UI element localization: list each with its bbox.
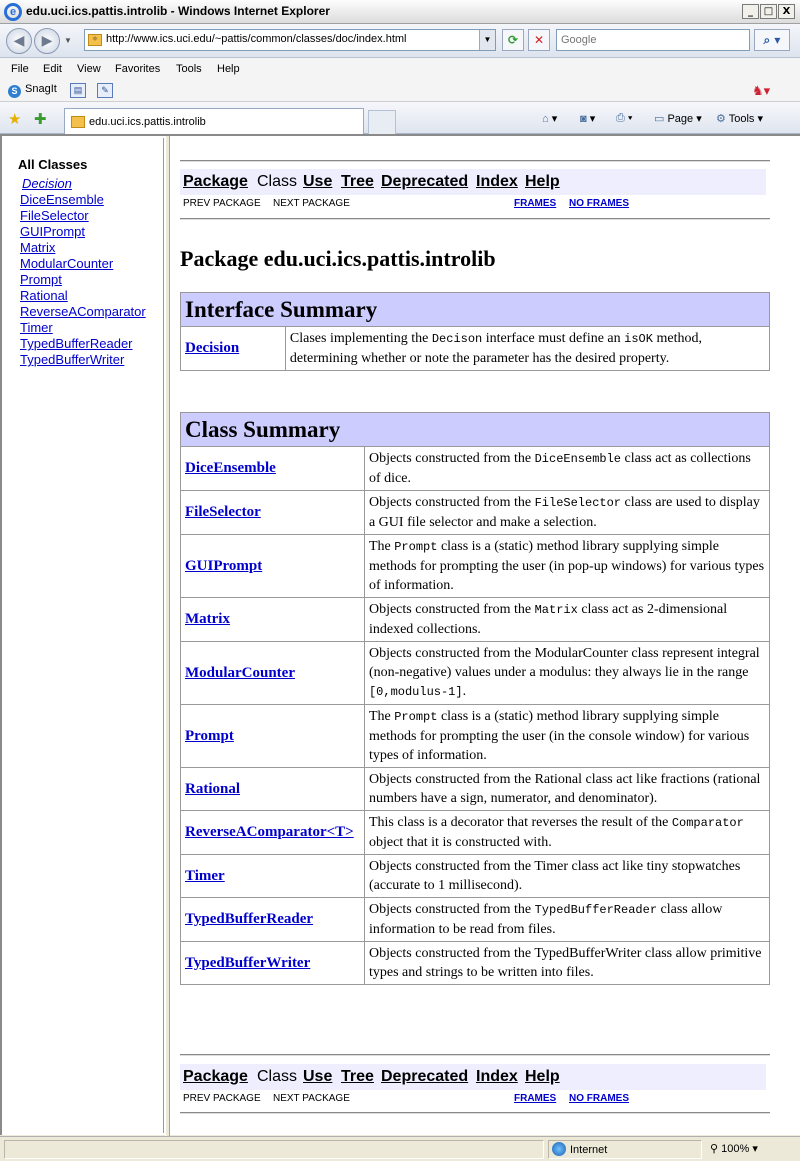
class-name-cell <box>181 642 365 705</box>
class-name-cell <box>181 447 365 491</box>
list-item <box>20 176 146 192</box>
page-icon: ▭ <box>654 113 665 125</box>
class-summary-heading: Class Summary <box>181 413 770 447</box>
class-description-cell <box>364 855 769 898</box>
description-text: class is a (static) method library supplying simple methods for prompting the user (in the console window) for various types of information. <box>368 709 750 763</box>
table-row <box>181 705 770 768</box>
table-row <box>181 598 770 642</box>
content-viewport <box>0 134 800 1135</box>
description-text: This class is a decorator that reverses the result of the <box>368 815 672 830</box>
class-description-cell <box>364 642 769 705</box>
research-icon[interactable]: ♞▾ <box>752 83 771 98</box>
class-link-guiprompt[interactable]: GUIPrompt <box>20 224 86 239</box>
window-title: edu.uci.ics.pattis.introlib - Windows Internet Explorer <box>26 4 330 18</box>
class-name-cell <box>181 327 286 371</box>
description-text: class are used to display a GUI file selector and make a selection. <box>368 495 760 530</box>
tab-favicon-icon <box>71 116 85 128</box>
class-description-cell <box>364 811 769 855</box>
refresh-icon[interactable]: ⟳ <box>502 29 524 51</box>
search-input[interactable] <box>557 30 749 50</box>
description-text: class act as collections of dice. <box>368 451 751 486</box>
site-favicon-icon: ⚛ <box>88 34 102 46</box>
snagit-edit-icon[interactable]: ✎ <box>97 83 113 98</box>
class-link-timer[interactable]: Timer <box>20 320 53 335</box>
list-item <box>20 256 146 272</box>
class-description-cell <box>364 768 769 811</box>
description-text: Clases implementing the <box>289 331 432 346</box>
links-bar <box>0 80 800 102</box>
tools-menu-button[interactable]: ⚙ Tools ▾ <box>716 113 763 125</box>
back-button[interactable]: ◀ <box>6 28 32 54</box>
menu-file[interactable]: File <box>11 63 29 75</box>
description-text: Objects constructed from the <box>368 902 535 917</box>
class-name-cell <box>181 768 365 811</box>
list-item <box>20 320 146 336</box>
divider <box>180 218 770 220</box>
list-item <box>20 240 146 256</box>
table-row <box>181 642 770 705</box>
prev-package-label: PREV PACKAGE <box>183 198 261 209</box>
class-description-cell <box>364 491 769 535</box>
page-menu-button[interactable]: ▭ Page ▾ <box>654 113 702 125</box>
search-button[interactable]: ⌕ ▾ <box>754 29 790 51</box>
list-item <box>20 352 146 368</box>
page-title: Package edu.uci.ics.pattis.introlib <box>180 246 496 271</box>
interface-summary-table <box>180 292 770 371</box>
class-description-cell <box>364 898 769 942</box>
class-name-cell <box>181 705 365 768</box>
recent-pages-chevron-icon[interactable]: ▼ <box>64 36 72 45</box>
no-frames-link[interactable]: NO FRAMES <box>569 1093 629 1104</box>
description-text: Objects constructed from the <box>368 451 535 466</box>
no-frames-link[interactable]: NO FRAMES <box>569 198 629 209</box>
nav-deprecated-link[interactable]: Deprecated <box>381 173 469 190</box>
list-item <box>20 336 146 352</box>
summary-link-prompt[interactable]: Prompt <box>185 727 234 744</box>
table-row <box>181 942 770 985</box>
class-link-reverseacomparator[interactable]: ReverseAComparator <box>20 304 146 319</box>
feeds-icon[interactable]: ◙ ▾ <box>580 113 596 125</box>
code-fragment: Prompt <box>394 710 438 724</box>
description-text: class is a (static) method library supplying simple methods for prompting the user (in pop-up windows) for various types of information. <box>368 539 765 593</box>
summary-link-rational[interactable]: Rational <box>185 780 241 797</box>
nav-class-current: Class <box>257 1068 298 1085</box>
code-fragment: Decison <box>431 332 483 346</box>
description-text: Objects constructed from the Rational class act like fractions (rational numbers have a sign, numerator, and denominator). <box>368 772 761 806</box>
code-fragment: TypedBufferReader <box>534 903 658 917</box>
description-text: Objects constructed from the <box>368 602 535 617</box>
code-fragment: Prompt <box>394 540 438 554</box>
class-name-cell <box>181 898 365 942</box>
minimize-button[interactable]: _ <box>742 4 759 19</box>
tab-title: edu.uci.ics.pattis.introlib <box>89 116 206 128</box>
globe-icon <box>552 1142 566 1156</box>
class-link-typedbufferwriter[interactable]: TypedBufferWriter <box>20 352 125 367</box>
description-text: object that it is constructed with. <box>368 835 552 850</box>
maximize-button[interactable]: □ <box>760 4 777 19</box>
code-fragment: FileSelector <box>534 496 622 510</box>
class-name-cell <box>181 535 365 598</box>
class-name-cell <box>181 598 365 642</box>
list-item <box>20 304 146 320</box>
table-row <box>181 898 770 942</box>
table-row <box>181 768 770 811</box>
table-header-row <box>181 413 770 447</box>
menu-view[interactable]: View <box>77 63 101 75</box>
nav-index-link[interactable]: Index <box>476 173 518 190</box>
list-item <box>20 272 146 288</box>
list-item <box>20 208 146 224</box>
package-frame <box>172 136 798 1133</box>
summary-link-reverseacomparator-t[interactable]: ReverseAComparator<T> <box>185 824 354 840</box>
next-package-label: NEXT PACKAGE <box>273 198 350 209</box>
class-name-cell <box>181 811 365 855</box>
class-list <box>20 176 146 368</box>
zoom-control[interactable]: ⚲ 100% ▾ <box>710 1143 758 1155</box>
summary-link-fileselector[interactable]: FileSelector <box>185 504 261 520</box>
code-fragment: Comparator <box>671 816 744 830</box>
class-description-cell <box>364 705 769 768</box>
code-fragment: [0,modulus-1] <box>368 685 463 699</box>
table-row <box>181 535 770 598</box>
add-favorite-icon[interactable]: ✚ <box>34 111 47 128</box>
class-link-modularcounter[interactable]: ModularCounter <box>20 256 114 271</box>
internet-zone[interactable] <box>552 1142 607 1156</box>
description-text: class act as 2-dimensional indexed collections. <box>368 602 728 637</box>
class-description-cell <box>364 598 769 642</box>
summary-link-timer[interactable]: Timer <box>185 867 225 884</box>
class-link-prompt[interactable]: Prompt <box>20 272 62 287</box>
doc-nav-top <box>180 169 766 195</box>
nav-use-link[interactable]: Use <box>303 173 333 190</box>
print-icon[interactable]: ⎙ ▾ <box>616 112 633 124</box>
summary-link-modularcounter[interactable]: ModularCounter <box>185 664 295 681</box>
snagit-button[interactable] <box>8 83 57 98</box>
gear-icon: ⚙ <box>716 113 726 125</box>
all-classes-frame <box>4 138 164 1133</box>
summary-link-typedbufferreader[interactable]: TypedBufferReader <box>185 911 314 927</box>
class-description-cell <box>364 942 769 985</box>
class-link-diceensemble[interactable]: DiceEnsemble <box>20 192 104 207</box>
nav-tree-link[interactable]: Tree <box>341 173 374 190</box>
class-description-cell <box>285 327 769 371</box>
summary-link-guiprompt[interactable]: GUIPrompt <box>185 557 263 574</box>
menu-help[interactable]: Help <box>217 63 240 75</box>
address-bar[interactable] <box>84 29 496 51</box>
description-text: Objects constructed from the ModularCounter class represent integral (non-negative) values under a modulus: they always lie in the range <box>368 646 760 680</box>
doc-nav-bottom <box>180 1064 766 1090</box>
menu-bar <box>0 58 800 80</box>
menu-edit[interactable]: Edit <box>43 63 62 75</box>
home-icon[interactable]: ⌂ ▾ <box>542 113 558 125</box>
list-item <box>20 192 146 208</box>
status-bar <box>0 1136 800 1161</box>
nav-package-link[interactable]: Package <box>183 173 248 190</box>
list-item <box>20 224 146 240</box>
title-bar <box>0 0 800 24</box>
snagit-window-icon[interactable]: ▤ <box>70 83 86 98</box>
nav-deprecated-link[interactable]: Deprecated <box>381 1068 469 1085</box>
nav-help-link[interactable]: Help <box>525 173 560 190</box>
description-text: class allow information to be read from files. <box>368 902 723 937</box>
table-row <box>181 855 770 898</box>
address-dropdown-chevron-icon[interactable]: ▼ <box>479 30 495 50</box>
description-text: . <box>462 684 467 699</box>
class-description-cell <box>364 535 769 598</box>
page-menu-label: Page <box>667 113 694 125</box>
description-text: Objects constructed from the TypedBufferWriter class allow primitive types and strings to be written into files. <box>368 946 762 980</box>
doc-subnav-top <box>182 198 768 212</box>
description-text: Objects constructed from the Timer class act like tiny stopwatches (accurate to 1 millisecond). <box>368 859 741 893</box>
tab-bar <box>0 102 800 134</box>
divider <box>180 1054 770 1056</box>
snagit-icon: S <box>8 85 21 98</box>
stop-icon[interactable]: ✕ <box>528 29 550 51</box>
table-row <box>181 811 770 855</box>
code-fragment: isOK <box>624 332 653 346</box>
nav-index-link[interactable]: Index <box>476 1068 518 1085</box>
search-box[interactable] <box>556 29 750 51</box>
nav-use-link[interactable]: Use <box>303 1068 333 1085</box>
table-row <box>181 447 770 491</box>
frames-link[interactable]: FRAMES <box>514 1093 557 1104</box>
status-text-cell <box>4 1140 544 1159</box>
next-package-label: NEXT PACKAGE <box>273 1093 350 1104</box>
frame-splitter[interactable] <box>165 136 170 1137</box>
close-button[interactable]: X <box>778 4 795 19</box>
menu-favorites[interactable]: Favorites <box>115 63 161 75</box>
class-link-matrix[interactable]: Matrix <box>20 240 56 255</box>
doc-subnav-bottom <box>182 1093 768 1107</box>
menu-tools[interactable]: Tools <box>176 63 202 75</box>
favorites-star-icon[interactable]: ★ <box>8 111 22 128</box>
nav-package-link[interactable]: Package <box>183 1068 248 1085</box>
description-text: Objects constructed from the <box>368 495 535 510</box>
divider <box>180 160 770 162</box>
class-description-cell <box>364 447 769 491</box>
class-name-cell <box>181 491 365 535</box>
all-classes-heading: All Classes <box>18 157 88 172</box>
ie-logo-icon: e <box>4 3 22 21</box>
table-row <box>181 491 770 535</box>
class-name-cell <box>181 855 365 898</box>
new-tab-button[interactable] <box>368 110 396 134</box>
zone-label: Internet <box>570 1144 608 1156</box>
code-fragment: DiceEnsemble <box>534 452 622 466</box>
prev-package-label: PREV PACKAGE <box>183 1093 261 1104</box>
class-link-rational[interactable]: Rational <box>20 288 68 303</box>
class-name-cell <box>181 942 365 985</box>
snagit-label: SnagIt <box>25 83 57 95</box>
nav-help-link[interactable]: Help <box>525 1068 560 1085</box>
class-link-decision[interactable]: Decision <box>22 176 72 191</box>
description-text: interface must define an <box>482 331 625 346</box>
interface-summary-heading: Interface Summary <box>181 293 770 327</box>
nav-class-current: Class <box>257 173 298 190</box>
code-fragment: Matrix <box>534 603 578 617</box>
nav-tree-link[interactable]: Tree <box>341 1068 374 1085</box>
table-row <box>181 327 770 371</box>
address-url[interactable]: http://www.ics.uci.edu/~pattis/common/classes/doc/index.html <box>106 33 407 45</box>
zoom-icon: ⚲ <box>710 1143 719 1155</box>
forward-button[interactable]: ▶ <box>34 28 60 54</box>
class-link-fileselector[interactable]: FileSelector <box>20 208 89 223</box>
description-text: The <box>368 539 395 554</box>
description-text: The <box>368 709 395 724</box>
summary-link-diceensemble[interactable]: DiceEnsemble <box>185 460 276 476</box>
summary-link-typedbufferwriter[interactable]: TypedBufferWriter <box>185 954 311 971</box>
tools-menu-label: Tools <box>728 113 755 125</box>
zoom-level: 100% <box>721 1143 750 1155</box>
summary-link-decision[interactable]: Decision <box>185 340 240 356</box>
class-link-typedbufferreader[interactable]: TypedBufferReader <box>20 336 133 351</box>
class-summary-table <box>180 412 770 985</box>
summary-link-matrix[interactable]: Matrix <box>185 611 230 627</box>
list-item <box>20 288 146 304</box>
divider <box>180 1112 770 1114</box>
tab-introlib[interactable] <box>64 108 364 134</box>
description-text: method, determining whether or note the parameter has the desired property. <box>289 331 702 366</box>
frames-link[interactable]: FRAMES <box>514 198 557 209</box>
table-header-row <box>181 293 770 327</box>
